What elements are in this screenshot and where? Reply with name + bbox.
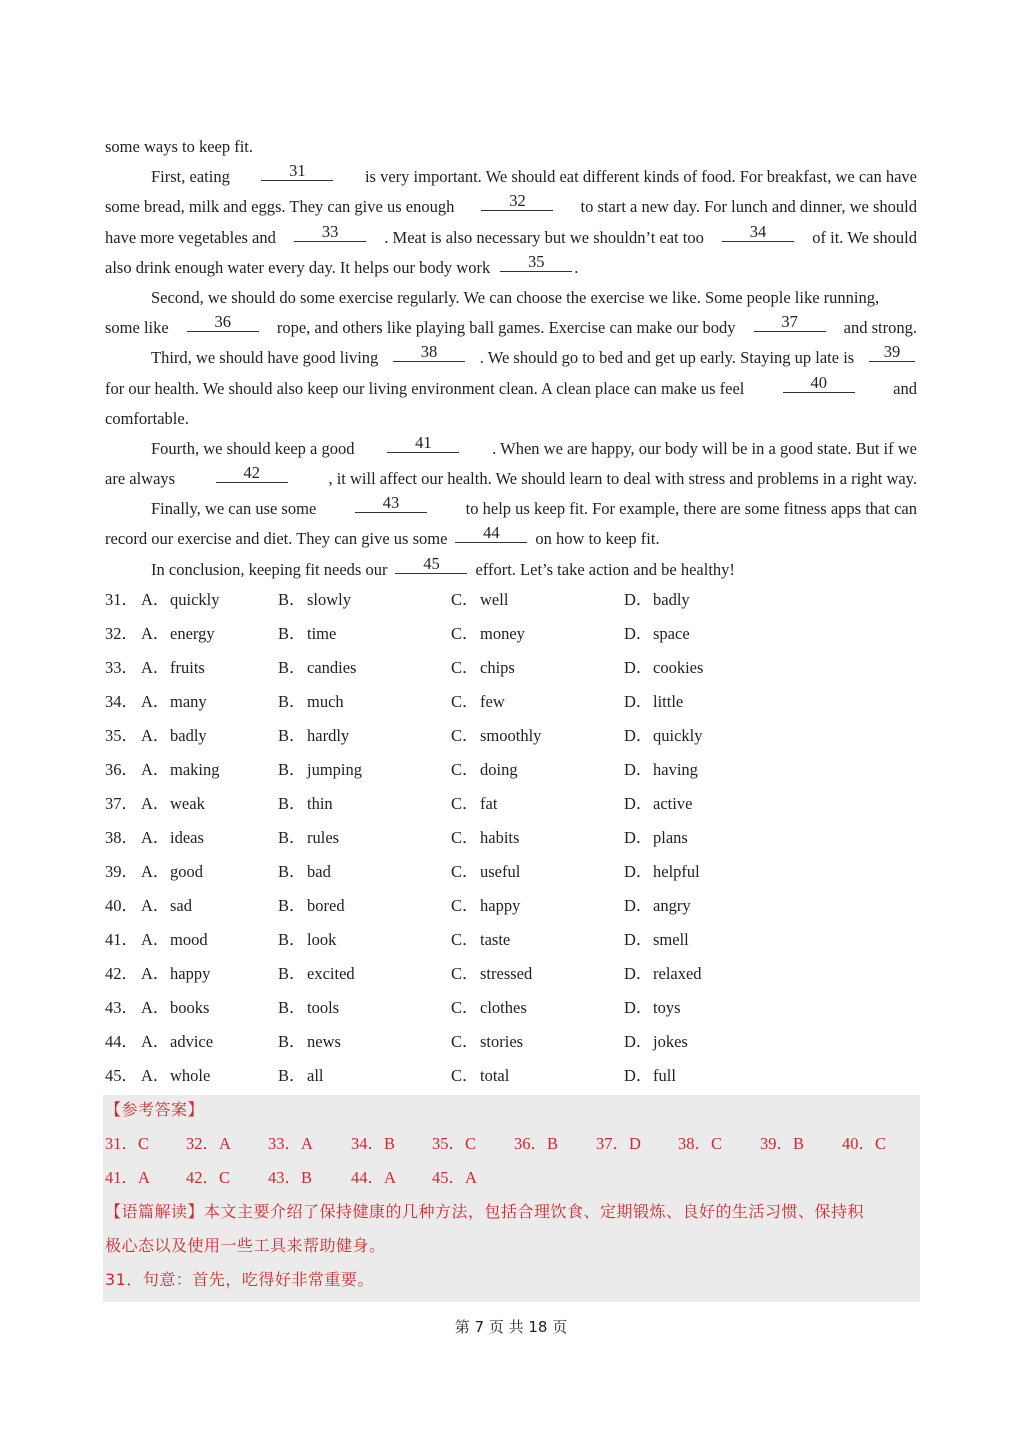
option-text: money <box>480 624 525 643</box>
option-b <box>278 889 345 923</box>
passage-text: . We should go to bed and get up early. Staying up late is <box>479 348 855 368</box>
option-letter: B． <box>278 760 306 779</box>
option-text: whole <box>170 1066 211 1085</box>
question-row <box>105 753 917 787</box>
option-c <box>451 855 520 889</box>
option-text: habits <box>480 828 520 847</box>
option-a <box>141 753 220 787</box>
passage-text: effort. Let’s take action and be healthy! <box>475 559 735 579</box>
option-text: fat <box>480 794 498 813</box>
blank-33: 33 <box>294 223 366 242</box>
option-b <box>278 821 339 855</box>
question-number: 43． <box>105 998 138 1017</box>
question-number: 34． <box>105 692 138 711</box>
answer-section <box>105 1095 917 1299</box>
question-row <box>105 821 917 855</box>
option-text: all <box>307 1066 324 1085</box>
question-row <box>105 651 917 685</box>
analysis-line: 【语篇解读】本文主要介绍了保持健康的几种方法，包括合理饮食、定期锻炼、良好的生活习惯、保持积 <box>105 1202 865 1221</box>
option-c <box>451 719 541 753</box>
option-text: slowly <box>307 590 352 609</box>
option-c <box>451 787 497 821</box>
option-text: quickly <box>653 726 703 745</box>
answer-item: 45．A <box>432 1168 477 1187</box>
option-letter: A． <box>141 760 170 779</box>
option-text: doing <box>480 760 518 779</box>
option-text: full <box>653 1066 676 1085</box>
option-letter: D． <box>624 692 653 711</box>
option-c <box>451 583 508 617</box>
option-letter: A． <box>141 590 170 609</box>
option-text: smoothly <box>480 726 542 745</box>
option-letter: B． <box>278 692 306 711</box>
option-text: look <box>307 930 337 949</box>
blank-36: 36 <box>187 313 259 332</box>
option-d <box>624 991 681 1025</box>
option-c <box>451 923 510 957</box>
option-text: clothes <box>480 998 527 1017</box>
option-b <box>278 787 333 821</box>
option-a <box>141 651 205 685</box>
question-number: 45． <box>105 1066 138 1085</box>
option-text: space <box>653 624 690 643</box>
option-letter: D． <box>624 862 653 881</box>
option-text: making <box>170 760 220 779</box>
option-text: bad <box>307 862 331 881</box>
question-row <box>105 957 917 991</box>
option-b <box>278 1059 324 1093</box>
page-footer: 第 7 页 共 18 页 <box>454 1318 568 1336</box>
passage-text: Finally, we can use some <box>151 499 317 519</box>
answer-item: 40．C <box>842 1134 887 1153</box>
passage-text: some like <box>105 318 169 338</box>
question-number: 42． <box>105 964 138 983</box>
question-row <box>105 1025 917 1059</box>
answer-item: 41．A <box>105 1168 150 1187</box>
blank-45: 45 <box>395 555 467 574</box>
option-text: cookies <box>653 658 704 677</box>
option-text: stressed <box>480 964 533 983</box>
option-text: happy <box>480 896 521 915</box>
option-d <box>624 617 690 651</box>
answer-item: 39．B <box>760 1134 805 1153</box>
answer-item: 43．B <box>268 1168 313 1187</box>
passage-line <box>105 464 917 494</box>
answer-item: 34．B <box>351 1134 396 1153</box>
option-letter: C． <box>451 760 479 779</box>
blank-41: 41 <box>387 434 459 453</box>
option-letter: B． <box>278 998 306 1017</box>
option-text: plans <box>653 828 688 847</box>
option-letter: A． <box>141 794 170 813</box>
answer-item: 37．D <box>596 1134 641 1153</box>
option-letter: B． <box>278 1032 306 1051</box>
option-letter: A． <box>141 692 170 711</box>
option-text: good <box>170 862 203 881</box>
option-a <box>141 923 208 957</box>
passage-text: for our health. We should also keep our living environment clean. A clean place can make us feel <box>105 378 745 398</box>
passage-line <box>105 162 917 192</box>
question-row <box>105 1059 917 1093</box>
option-a <box>141 719 207 753</box>
passage-text: . <box>574 257 579 277</box>
option-text: excited <box>307 964 355 983</box>
option-text: stories <box>480 1032 524 1051</box>
analysis-line: 极心态以及使用一些工具来帮助健身。 <box>105 1236 386 1255</box>
option-a <box>141 991 209 1025</box>
answer-item: 35．C <box>432 1134 477 1153</box>
option-d <box>624 583 690 617</box>
option-a <box>141 1025 213 1059</box>
option-letter: D． <box>624 726 653 745</box>
option-letter: D． <box>624 828 653 847</box>
option-letter: A． <box>141 726 170 745</box>
option-text: hardly <box>307 726 350 745</box>
option-text: useful <box>480 862 521 881</box>
passage-line <box>105 555 917 585</box>
option-letter: B． <box>278 1066 306 1085</box>
option-letter: C． <box>451 1066 479 1085</box>
passage-text: In conclusion, keeping fit needs our <box>151 559 388 579</box>
option-text: chips <box>480 658 515 677</box>
option-text: news <box>307 1032 341 1051</box>
question-number: 35． <box>105 726 138 745</box>
blank-34: 34 <box>722 223 794 242</box>
passage-text: comfortable. <box>105 408 189 428</box>
option-letter: B． <box>278 828 306 847</box>
passage-text: to start a new day. For lunch and dinner, we should <box>580 197 917 217</box>
question-row <box>105 583 917 617</box>
question-row <box>105 855 917 889</box>
passage-text: and strong. <box>843 318 917 338</box>
option-text: relaxed <box>653 964 702 983</box>
blank-31: 31 <box>261 162 333 181</box>
option-a <box>141 855 203 889</box>
passage-line <box>105 343 917 373</box>
option-c <box>451 821 519 855</box>
passage-line <box>105 434 917 464</box>
passage-text: , it will affect our health. We should learn to deal with stress and problems in a right way. <box>328 469 917 489</box>
option-letter: B． <box>278 930 306 949</box>
question-number: 44． <box>105 1032 138 1051</box>
option-letter: C． <box>451 692 479 711</box>
option-letter: C． <box>451 896 479 915</box>
option-b <box>278 957 355 991</box>
option-a <box>141 957 210 991</box>
option-letter: C． <box>451 998 479 1017</box>
answer-item: 31．C <box>105 1134 150 1153</box>
blank-32: 32 <box>481 192 553 211</box>
option-letter: C． <box>451 590 479 609</box>
option-letter: D． <box>624 1032 653 1051</box>
option-letter: C． <box>451 624 479 643</box>
option-letter: B． <box>278 726 306 745</box>
option-text: tools <box>307 998 340 1017</box>
passage-text: have more vegetables and <box>105 227 276 247</box>
passage-text: on how to keep fit. <box>535 529 660 549</box>
option-b <box>278 583 351 617</box>
option-letter: D． <box>624 794 653 813</box>
option-letter: B． <box>278 964 306 983</box>
option-text: books <box>170 998 210 1017</box>
blank-42: 42 <box>216 464 288 483</box>
option-text: total <box>480 1066 510 1085</box>
option-a <box>141 821 204 855</box>
option-letter: D． <box>624 658 653 677</box>
option-text: sad <box>170 896 192 915</box>
question-options-list <box>105 583 917 1093</box>
passage-line <box>105 374 917 404</box>
option-text: having <box>653 760 698 779</box>
passage-line <box>105 192 917 222</box>
option-b <box>278 923 336 957</box>
passage-text: . When we are happy, our body will be in a good state. But if we <box>492 438 917 458</box>
passage-text: Second, we should do some exercise regularly. We can choose the exercise we like. Some people like running, <box>151 287 880 307</box>
option-text: jokes <box>653 1032 688 1051</box>
option-letter: B． <box>278 896 306 915</box>
passage-line <box>105 132 917 162</box>
option-a <box>141 787 205 821</box>
option-b <box>278 719 349 753</box>
option-text: bored <box>307 896 345 915</box>
option-text: helpful <box>653 862 700 881</box>
option-b <box>278 855 331 889</box>
option-letter: C． <box>451 658 479 677</box>
passage-text: rope, and others like playing ball games. Exercise can make our body <box>276 318 736 338</box>
option-text: time <box>307 624 337 643</box>
option-letter: C． <box>451 726 479 745</box>
option-letter: C． <box>451 828 479 847</box>
explanation-31: 31．句意：首先，吃得好非常重要。 <box>105 1270 374 1289</box>
option-letter: B． <box>278 590 306 609</box>
option-d <box>624 889 691 923</box>
question-number: 40． <box>105 896 138 915</box>
option-letter: D． <box>624 590 653 609</box>
option-b <box>278 685 344 719</box>
option-letter: D． <box>624 930 653 949</box>
option-d <box>624 787 692 821</box>
option-letter: B． <box>278 794 306 813</box>
option-letter: A． <box>141 1066 170 1085</box>
option-d <box>624 821 688 855</box>
option-text: thin <box>307 794 333 813</box>
option-a <box>141 617 215 651</box>
passage-text: . Meat is also necessary but we shouldn’t eat too <box>384 227 704 247</box>
option-text: candies <box>307 658 357 677</box>
passage-text: of it. We should <box>812 227 917 247</box>
question-number: 31． <box>105 590 138 609</box>
option-d <box>624 1025 688 1059</box>
passage-text: are always <box>105 469 176 489</box>
option-letter: A． <box>141 998 170 1017</box>
option-b <box>278 617 336 651</box>
option-text: advice <box>170 1032 214 1051</box>
option-letter: A． <box>141 828 170 847</box>
option-letter: A． <box>141 862 170 881</box>
question-row <box>105 685 917 719</box>
question-row <box>105 923 917 957</box>
question-number: 33． <box>105 658 138 677</box>
option-letter: B． <box>278 658 306 677</box>
blank-43: 43 <box>355 494 427 513</box>
option-c <box>451 1025 523 1059</box>
option-d <box>624 957 702 991</box>
question-number: 36． <box>105 760 138 779</box>
option-letter: D． <box>624 624 653 643</box>
option-text: few <box>480 692 505 711</box>
option-c <box>451 889 520 923</box>
passage-line <box>105 494 917 524</box>
option-letter: A． <box>141 964 170 983</box>
passage-text: also drink enough water every day. It helps our body work <box>105 257 491 277</box>
option-c <box>451 957 532 991</box>
option-b <box>278 1025 341 1059</box>
option-letter: A． <box>141 896 170 915</box>
option-text: little <box>653 692 684 711</box>
option-letter: C． <box>451 862 479 881</box>
option-letter: C． <box>451 1032 479 1051</box>
option-d <box>624 651 703 685</box>
option-b <box>278 651 356 685</box>
option-text: taste <box>480 930 511 949</box>
question-row <box>105 719 917 753</box>
question-number: 41． <box>105 930 138 949</box>
option-text: well <box>480 590 509 609</box>
option-text: toys <box>653 998 681 1017</box>
blank-40: 40 <box>783 374 855 393</box>
option-c <box>451 991 527 1025</box>
option-letter: D． <box>624 896 653 915</box>
option-text: energy <box>170 624 215 643</box>
option-text: happy <box>170 964 211 983</box>
option-d <box>624 923 689 957</box>
passage-text: some bread, milk and eggs. They can give us enough <box>105 197 455 217</box>
option-c <box>451 685 505 719</box>
option-text: rules <box>307 828 340 847</box>
option-a <box>141 1059 210 1093</box>
option-text: angry <box>653 896 691 915</box>
question-number: 32． <box>105 624 138 643</box>
blank-38: 38 <box>393 343 465 362</box>
passage-line <box>105 283 917 313</box>
option-a <box>141 889 192 923</box>
answer-item: 36．B <box>514 1134 559 1153</box>
option-text: badly <box>170 726 207 745</box>
passage-text: to help us keep fit. For example, there are some fitness apps that can <box>465 499 917 519</box>
option-d <box>624 753 698 787</box>
option-text: fruits <box>170 658 205 677</box>
option-b <box>278 753 362 787</box>
answer-row <box>105 1129 917 1163</box>
answer-item: 38．C <box>678 1134 723 1153</box>
passage-text: record our exercise and diet. They can give us some <box>105 529 448 549</box>
passage-line <box>105 313 917 343</box>
option-c <box>451 651 515 685</box>
passage-text: Fourth, we should keep a good <box>151 438 355 458</box>
option-text: smell <box>653 930 689 949</box>
question-number: 39． <box>105 862 138 881</box>
question-row <box>105 617 917 651</box>
option-text: much <box>307 692 344 711</box>
blank-39: 39 <box>869 343 915 362</box>
passage-text: and <box>893 378 917 398</box>
option-a <box>141 685 207 719</box>
passage-text: some ways to keep fit. <box>105 137 254 156</box>
question-number: 37． <box>105 794 138 813</box>
option-letter: C． <box>451 964 479 983</box>
passage-text: Third, we should have good living <box>151 348 379 368</box>
option-c <box>451 753 518 787</box>
question-row <box>105 787 917 821</box>
option-text: ideas <box>170 828 204 847</box>
passage-text: First, eating <box>151 167 230 187</box>
option-text: jumping <box>307 760 363 779</box>
option-text: weak <box>170 794 205 813</box>
answer-item: 32．A <box>186 1134 231 1153</box>
blank-35: 35 <box>500 253 572 272</box>
option-c <box>451 1059 509 1093</box>
option-text: quickly <box>170 590 220 609</box>
option-text: mood <box>170 930 208 949</box>
blank-37: 37 <box>754 313 826 332</box>
option-d <box>624 719 703 753</box>
option-letter: B． <box>278 862 306 881</box>
option-d <box>624 685 683 719</box>
option-c <box>451 617 525 651</box>
answer-row <box>105 1163 917 1197</box>
option-text: badly <box>653 590 690 609</box>
passage-text: is very important. We should eat different kinds of food. For breakfast, we can have <box>364 167 917 187</box>
answer-item: 44．A <box>351 1168 396 1187</box>
option-letter: C． <box>451 930 479 949</box>
option-letter: A． <box>141 658 170 677</box>
option-letter: D． <box>624 964 653 983</box>
option-letter: D． <box>624 998 653 1017</box>
option-b <box>278 991 339 1025</box>
option-letter: A． <box>141 1032 170 1051</box>
option-d <box>624 1059 676 1093</box>
option-letter: D． <box>624 1066 653 1085</box>
question-row <box>105 991 917 1025</box>
blank-44: 44 <box>455 524 527 543</box>
question-number: 38． <box>105 828 138 847</box>
option-text: active <box>653 794 693 813</box>
option-letter: D． <box>624 760 653 779</box>
option-letter: A． <box>141 930 170 949</box>
question-row <box>105 889 917 923</box>
option-letter: B． <box>278 624 306 643</box>
option-a <box>141 583 220 617</box>
passage-line <box>105 223 917 253</box>
answer-item: 42．C <box>186 1168 231 1187</box>
option-d <box>624 855 700 889</box>
option-letter: A． <box>141 624 170 643</box>
option-text: many <box>170 692 207 711</box>
option-letter: C． <box>451 794 479 813</box>
passage-line <box>105 253 917 283</box>
answer-heading: 【参考答案】 <box>105 1100 205 1119</box>
cloze-passage <box>105 132 917 585</box>
answer-item: 33．A <box>268 1134 313 1153</box>
passage-line <box>105 404 917 434</box>
passage-line <box>105 524 917 554</box>
